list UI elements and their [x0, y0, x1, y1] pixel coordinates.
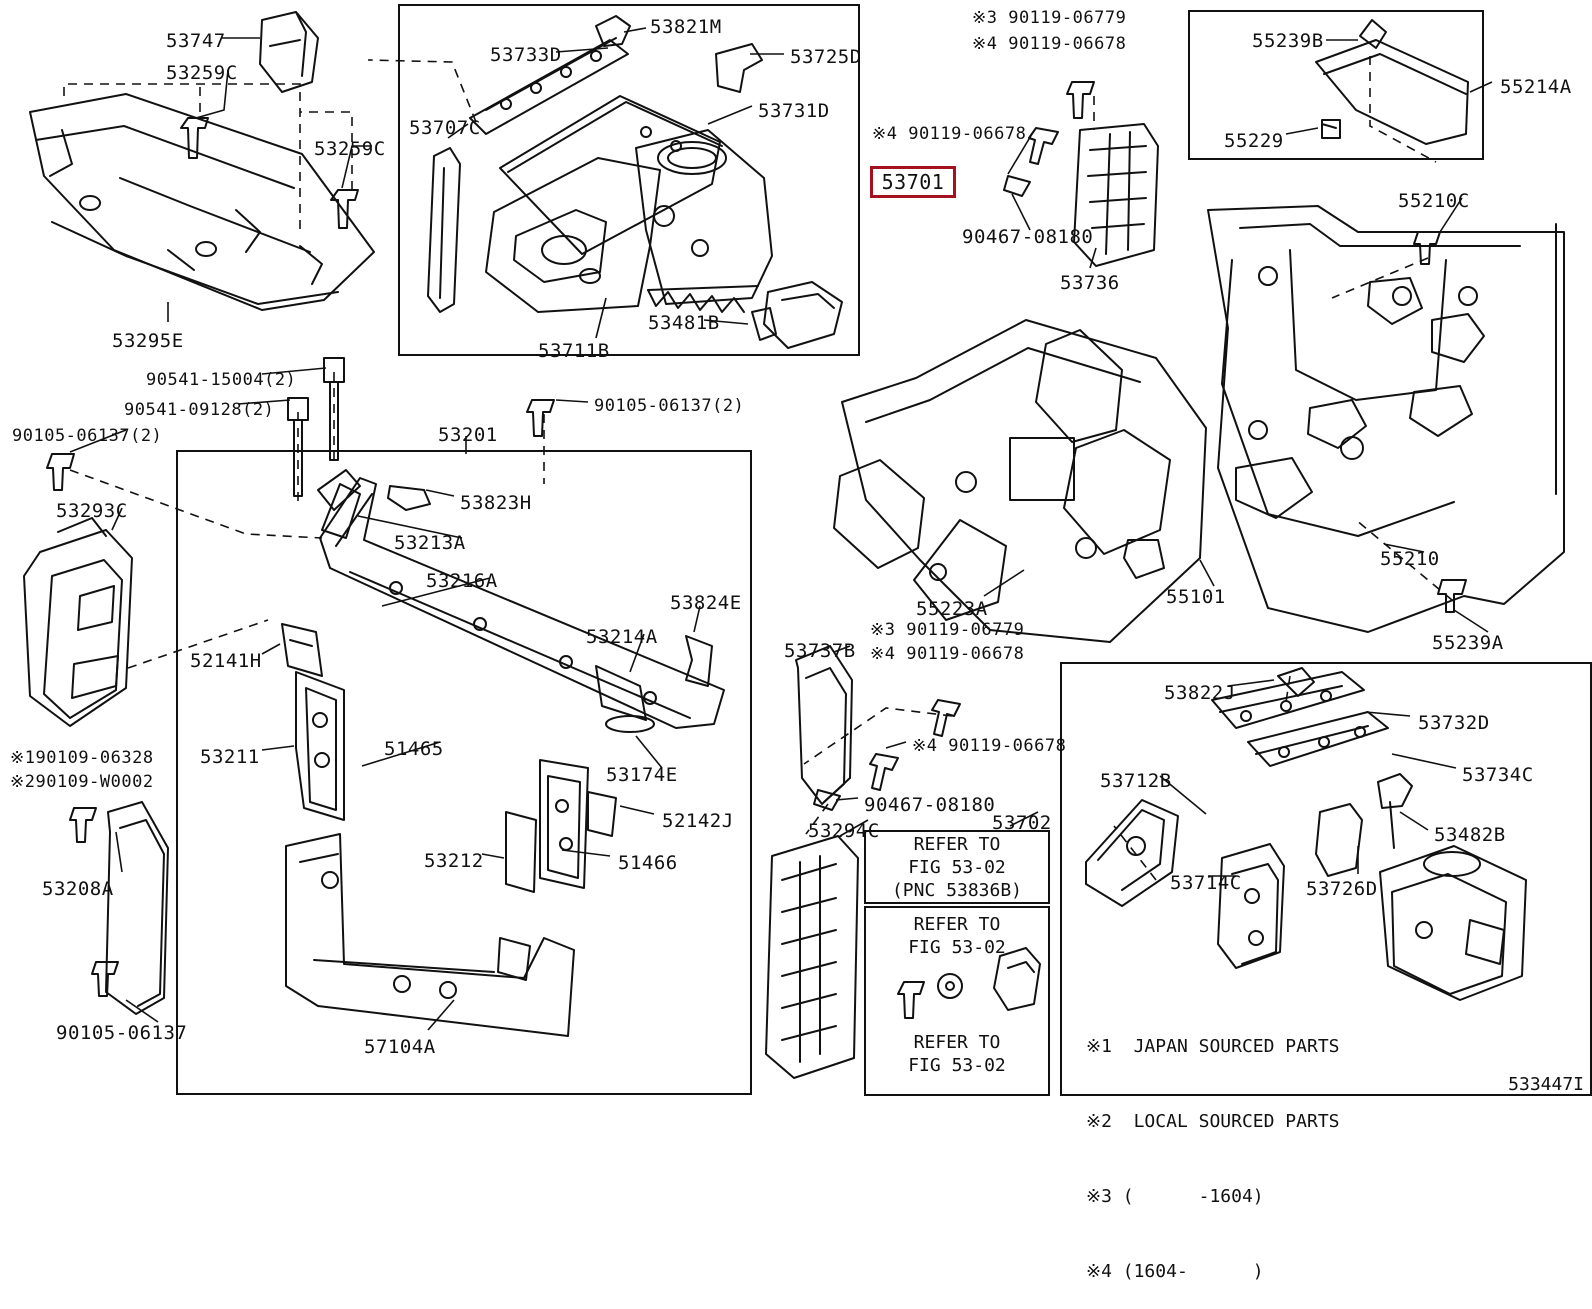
part-label[interactable]: 52141H — [190, 650, 262, 672]
part-label[interactable]: 55101 — [1166, 586, 1226, 608]
part-label[interactable]: 53736 — [1060, 272, 1120, 294]
part-label[interactable]: 90541-15004(2) — [146, 370, 297, 390]
part-label[interactable]: 53712B — [1100, 770, 1172, 792]
part-label[interactable]: ※290109-W0002 — [10, 772, 154, 792]
part-label[interactable]: 53211 — [200, 746, 260, 768]
part-label[interactable]: 53259C — [314, 138, 386, 160]
sheet-code: 533447I — [1508, 1074, 1584, 1095]
part-label[interactable]: 53208A — [42, 878, 114, 900]
part-label[interactable]: ※190109-06328 — [10, 748, 154, 768]
part-label[interactable]: 53201 — [438, 424, 498, 446]
ref-note-1-line-2: FIG 53-02 — [908, 856, 1006, 878]
part-label[interactable]: 90467-08180 — [962, 226, 1094, 248]
part-label[interactable]: 53259C — [166, 62, 238, 84]
part-label[interactable]: 55210 — [1380, 548, 1440, 570]
part-label[interactable]: ※4 90119-06678 — [870, 644, 1025, 664]
ref-note-2-line-1: REFER TO — [913, 914, 1001, 935]
ref-note-2-line-2: FIG 53-02 — [908, 937, 1006, 958]
legend-line-4: ※4 (1604- ) — [1086, 1261, 1264, 1282]
part-label[interactable]: ※4 90119-06678 — [872, 124, 1027, 144]
part-label[interactable]: ※3 90119-06779 — [870, 620, 1025, 640]
part-label[interactable]: 55239B — [1252, 30, 1324, 52]
part-label[interactable]: 53737B — [784, 640, 856, 662]
part-label[interactable]: 53824E — [670, 592, 742, 614]
part-label[interactable]: 90541-09128(2) — [124, 400, 275, 420]
ref-note-3-line-2: FIG 53-02 — [908, 1055, 1006, 1076]
part-label[interactable]: 90467-08180 — [864, 794, 996, 816]
legend-line-1: ※1 JAPAN SOURCED PARTS — [1086, 1036, 1340, 1057]
ref-note-1-line-1: REFER TO — [913, 833, 1001, 855]
part-label[interactable]: 52142J — [662, 810, 734, 832]
part-label[interactable]: 53822J — [1164, 682, 1236, 704]
part-label[interactable]: 90105-06137 — [56, 1022, 188, 1044]
ref-note-3[interactable] — [866, 1026, 1048, 1082]
part-label[interactable]: 53707C — [409, 117, 481, 139]
part-label[interactable]: 53725D — [790, 46, 862, 68]
part-label[interactable]: 55229 — [1224, 130, 1284, 152]
part-label[interactable]: 90105-06137(2) — [594, 396, 745, 416]
ref-note-1[interactable] — [864, 830, 1050, 904]
part-label[interactable]: 53821M — [650, 16, 722, 38]
ref-note-2[interactable] — [866, 908, 1048, 964]
part-label[interactable]: 53212 — [424, 850, 484, 872]
part-label[interactable]: 53293C — [56, 500, 128, 522]
part-label[interactable]: 53726D — [1306, 878, 1378, 900]
part-label[interactable]: 57104A — [364, 1036, 436, 1058]
part-label[interactable]: 55239A — [1432, 632, 1504, 654]
part-label[interactable]: 55214A — [1500, 76, 1572, 98]
part-label[interactable]: 53216A — [426, 570, 498, 592]
part-label[interactable]: 53823H — [460, 492, 532, 514]
legend-line-3: ※3 ( -1604) — [1086, 1186, 1264, 1207]
part-label[interactable]: 53214A — [586, 626, 658, 648]
part-label[interactable]: 51465 — [384, 738, 444, 760]
part-label[interactable]: 53711B — [538, 340, 610, 362]
ref-note-1-line-3: (PNC 53836B) — [891, 879, 1023, 901]
part-label[interactable]: 53294C — [808, 820, 880, 842]
part-label[interactable]: 53702 — [992, 812, 1052, 834]
part-label[interactable]: 90105-06137(2) — [12, 426, 163, 446]
part-label[interactable]: 53731D — [758, 100, 830, 122]
part-label[interactable]: 53482B — [1434, 824, 1506, 846]
part-label[interactable]: 53732D — [1418, 712, 1490, 734]
part-label[interactable]: 55210C — [1398, 190, 1470, 212]
part-label[interactable]: 53734C — [1462, 764, 1534, 786]
ref-note-3-line-1: REFER TO — [913, 1032, 1001, 1053]
part-label[interactable]: 55223A — [916, 598, 988, 620]
part-label[interactable]: ※4 90119-06678 — [972, 34, 1127, 54]
part-label[interactable]: ※3 90119-06779 — [972, 8, 1127, 28]
part-label[interactable]: ※4 90119-06678 — [912, 736, 1067, 756]
legend — [1086, 984, 1340, 1309]
part-label[interactable]: 53481B — [648, 312, 720, 334]
part-label[interactable]: 53733D — [490, 44, 562, 66]
part-label[interactable]: 53174E — [606, 764, 678, 786]
part-label[interactable]: 53747 — [166, 30, 226, 52]
part-label[interactable]: 53213A — [394, 532, 466, 554]
legend-line-2: ※2 LOCAL SOURCED PARTS — [1086, 1111, 1340, 1132]
highlighted-part-number[interactable]: 53701 — [870, 166, 956, 198]
part-label[interactable]: 53714C — [1170, 872, 1242, 894]
part-label[interactable]: 53295E — [112, 330, 184, 352]
part-label[interactable]: 51466 — [618, 852, 678, 874]
